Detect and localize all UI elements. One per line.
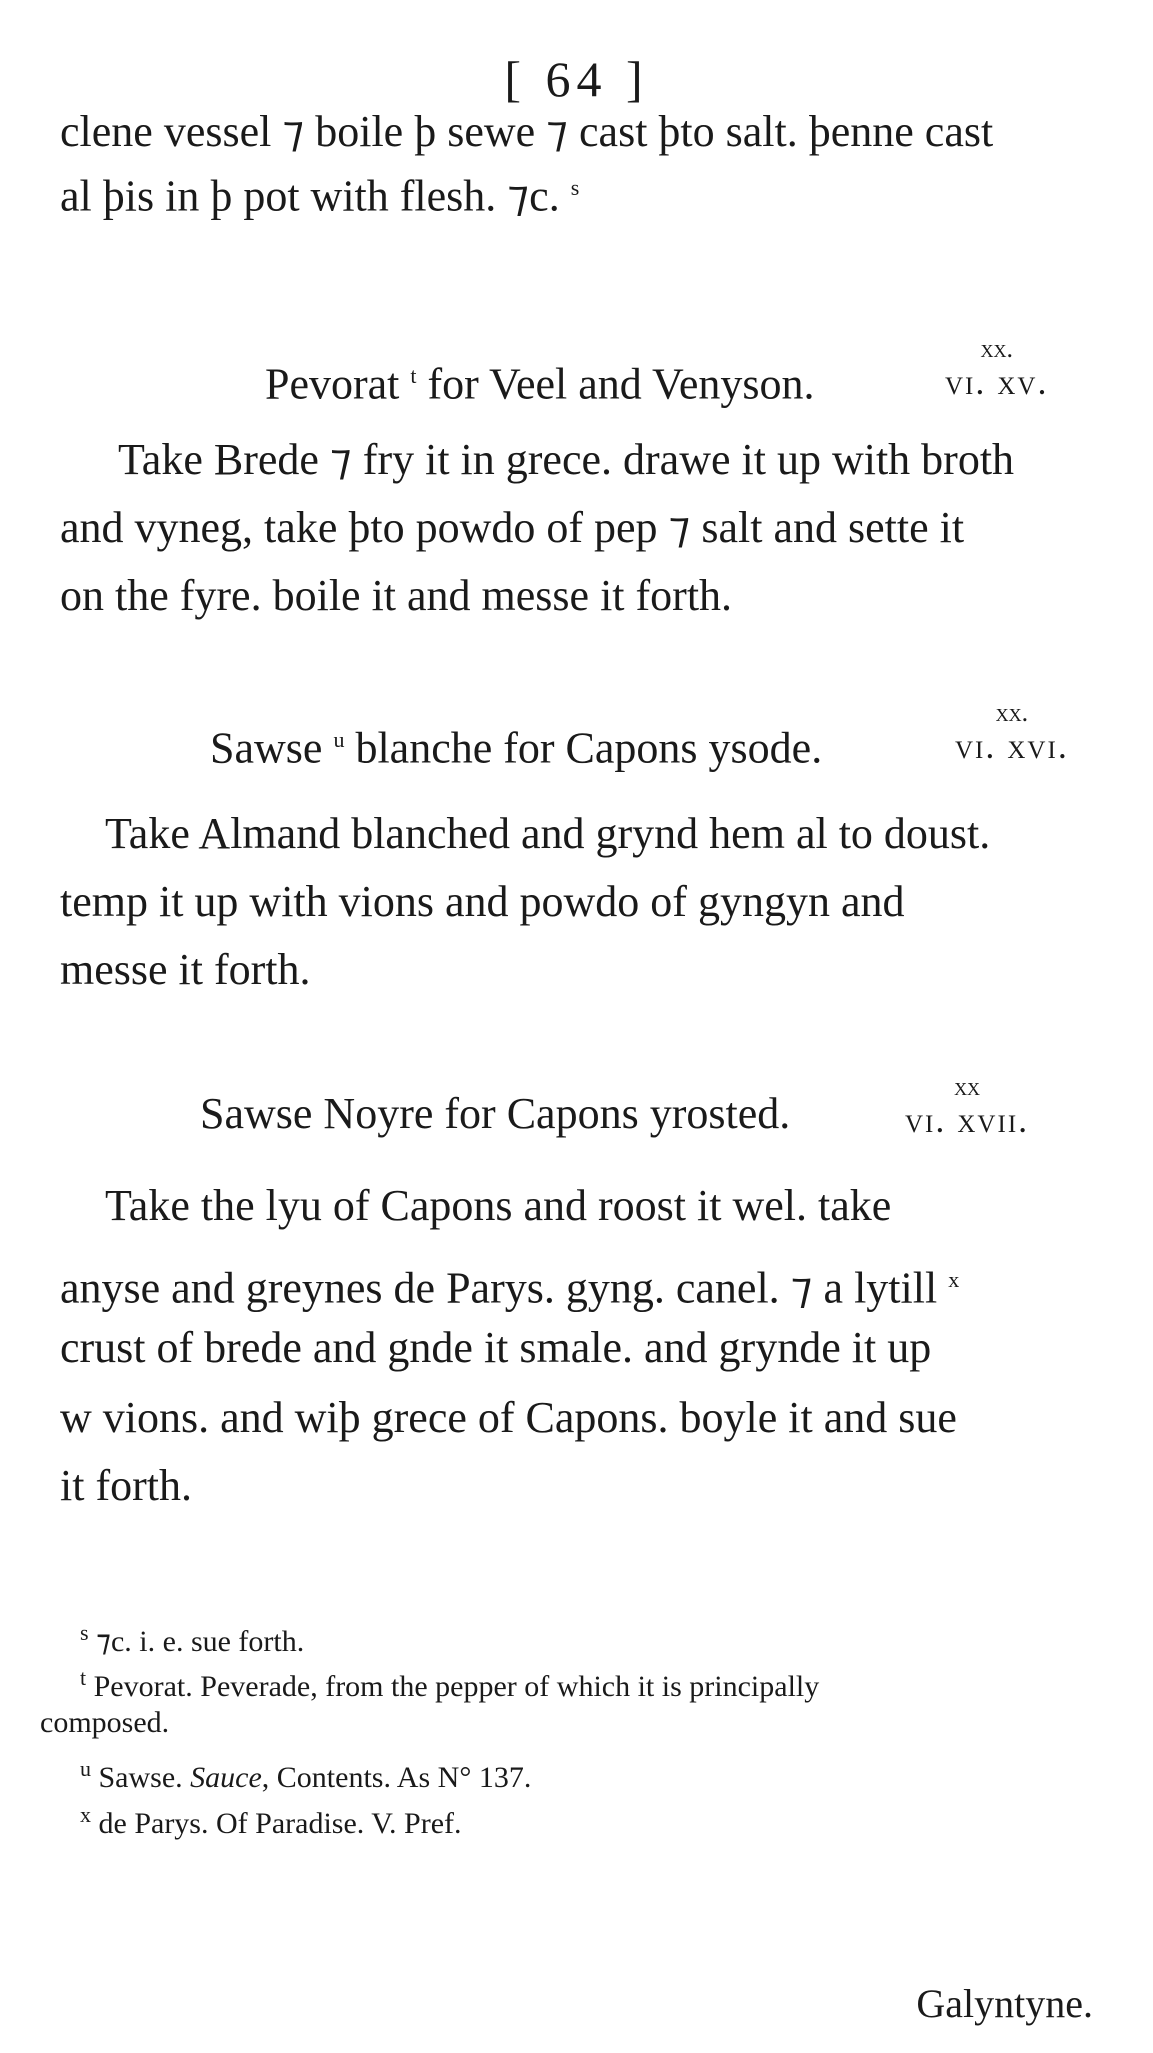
footnote-mark-x: x bbox=[948, 1267, 960, 1292]
recipe-1-line-2: and vyneg, take þto powdo of pep ⁊ salt and sette it bbox=[60, 503, 965, 552]
recipe-1-number: xx. vi. xv. bbox=[945, 334, 1049, 402]
recipe-2-heading: Sawse $^u$ blanche for Capons ysode. bbox=[210, 723, 823, 773]
catchword: Galyntyne. bbox=[916, 1981, 1093, 2026]
recipe-1-line-3: on the fyre. boile it and messe it forth. bbox=[60, 571, 733, 620]
footnote-t: $^t$ Pevorat. Peverade, from the pepper of which it is principally bbox=[80, 1665, 820, 1703]
recipe-1-line-1: Take Brede ⁊ fry it in grece. drawe it up with broth bbox=[118, 435, 1015, 484]
recipe-3-number: xx vi. xvii. bbox=[905, 1072, 1030, 1140]
footnote-s: $^s$ ⁊c. i. e. sue forth. bbox=[80, 1620, 305, 1658]
recipe-2-line-1: Take Almand blanched and grynd hem al to doust. bbox=[105, 809, 991, 858]
footnote-mark-u: u bbox=[333, 727, 345, 752]
recipe-2-line-2: temp it up with vions and powdo of gyngyn and bbox=[60, 877, 905, 926]
recipe-3-line-5: it forth. bbox=[60, 1461, 192, 1510]
intro-line-1: clene vessel ⁊ boile þ sewe ⁊ cast þto salt. þenne cast bbox=[60, 107, 994, 156]
recipe-2-line-3: messe it forth. bbox=[60, 945, 311, 994]
recipe-3-line-2: anyse and greynes de Parys. gyng. canel. ⁊ a lytill $^x$ bbox=[60, 1263, 960, 1313]
recipe-3-line-3: crust of brede and gnde it smale. and grynde it up bbox=[60, 1323, 932, 1372]
footnote-t-continued: composed. bbox=[40, 1706, 170, 1739]
page-number: [ 64 ] bbox=[504, 51, 649, 107]
recipe-3-line-4: w vions. and wiþ grece of Capons. boyle it and sue bbox=[60, 1393, 957, 1442]
footnote-u: $^u$ Sawse. Sauce, Contents. As N° 137. bbox=[80, 1756, 532, 1794]
recipe-1-heading: Pevorat $^t$ for Veel and Venyson. bbox=[265, 359, 815, 409]
intro-line-2: al þis in þ pot with flesh. ⁊c. $^s$ bbox=[60, 171, 580, 221]
footnote-x: $^x$ de Parys. Of Paradise. V. Pref. bbox=[80, 1802, 462, 1840]
recipe-3-line-1: Take the lyu of Capons and roost it wel. take bbox=[105, 1181, 892, 1230]
recipe-3-heading: Sawse Noyre for Capons yrosted. bbox=[200, 1089, 791, 1138]
footnote-mark-t: t bbox=[410, 363, 417, 388]
footnote-mark-s: s bbox=[570, 175, 580, 200]
recipe-2-number: xx. vi. xvi. bbox=[955, 698, 1069, 766]
